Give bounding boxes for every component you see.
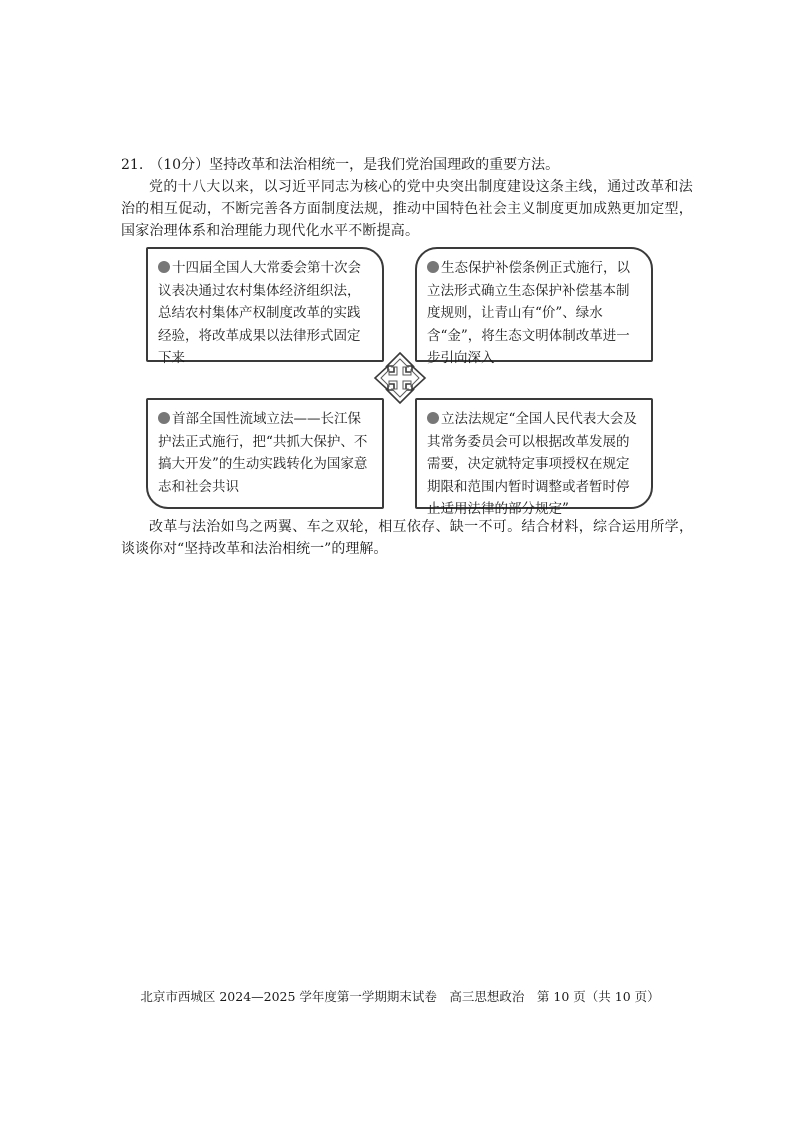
question-header [121, 154, 701, 176]
bullet-icon [158, 412, 170, 424]
question-number: 21. [121, 157, 144, 173]
question-score: （10分） [149, 157, 210, 173]
material-text-bottom-right: 立法法规定“全国人民代表大会及其常务委员会可以根据改革发展的需要，决定就特定事项授权在规定期限和范围内暂时调整或者暂时停止适用法律的部分规定” [427, 411, 637, 517]
material-text-top-right: 生态保护补偿条例正式施行，以立法形式确立生态保护补偿基本制度规则，让青山有“价”、绿水含“金”，将生态文明体制改革进一步引向深入 [427, 260, 630, 366]
four-way-arrows-icon [373, 351, 427, 405]
bullet-icon [158, 261, 170, 273]
bullet-icon [427, 412, 439, 424]
material-box-bottom-left [146, 398, 384, 509]
material-box-bottom-right [415, 398, 653, 517]
question-title: 坚持改革和法治相统一，是我们党治国理政的重要方法。 [209, 157, 560, 173]
question-intro: 党的十八大以来，以习近平同志为核心的党中央突出制度建设这条主线，通过改革和法治的相互促动，不断完善各方面制度法规，推动中国特色社会主义制度更加成熟更加定型，国家治理体系和治理能力现代化水平不断提高。 [121, 179, 693, 239]
material-box-top-right [415, 247, 653, 366]
material-text-bottom-left: 首部全国性流域立法——长江保护法正式施行，把“共抓大保护、不搞大开发”的生动实践转化为国家意志和社会共识 [158, 411, 368, 495]
page-footer: 北京市西城区 2024—2025 学年度第一学期期末试卷 高三思想政治 第 10 页（共 10 页） [140, 989, 660, 1004]
material-text-top-left: 十四届全国人大常委会第十次会议表决通过农村集体经济组织法，总结农村集体产权制度改革的实践经验，将改革成果以法律形式固定下来 [158, 260, 361, 366]
bullet-icon [427, 261, 439, 273]
material-box-top-left [146, 247, 384, 366]
question-prompt: 改革与法治如鸟之两翼、车之双轮，相互依存、缺一不可。结合材料，综合运用所学，谈谈你对“坚持改革和法治相统一”的理解。 [121, 519, 693, 557]
